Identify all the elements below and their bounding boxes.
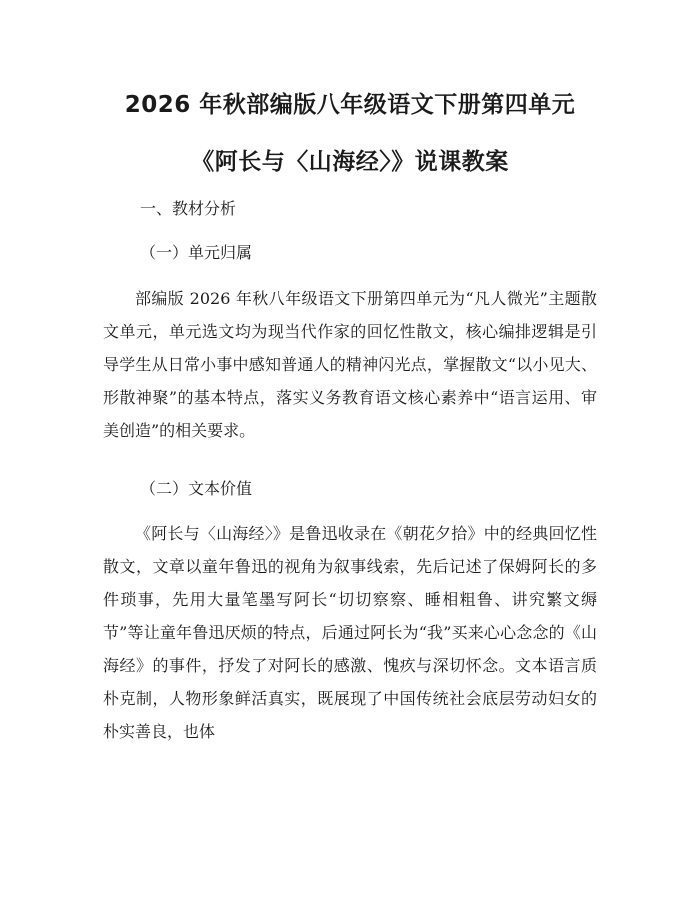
section-heading-textbook-analysis: 一、教材分析 <box>140 199 237 218</box>
document-title-line-1: 2026 年秋部编版八年级语文下册第四单元 <box>124 92 576 118</box>
paragraph-text-value: 《阿长与〈山海经〉》是鲁迅收录在《朝花夕拾》中的经典回忆性散文，文章以童年鲁迅的视角为叙事线索，先后记述了保姆阿长的多件琐事，先用大量笔墨写阿长“切切察察、睡相粗鲁、讲究繁文缛节”等让童年鲁迅厌烦的特点，后通过阿长为“我”买来心心念念的《山海经》的事件，抒发了对阿长的感激、愧疚与深切怀念。文本语言质朴克制，人物形象鲜活真实，既展现了中国传统社会底层劳动妇女的朴实善良，也体 <box>103 524 597 741</box>
document-title-line-2: 《阿长与〈山海经〉》说课教案 <box>191 149 509 175</box>
subsection-heading-text-value: （二）文本价值 <box>140 479 253 498</box>
subsection-heading-unit-placement: （一）单元归属 <box>140 243 253 262</box>
paragraph-unit-placement: 部编版 2026 年秋八年级语文下册第四单元为“凡人微光”主题散文单元，单元选文均为现当代作家的回忆性散文，核心编排逻辑是引导学生从日常小事中感知普通人的精神闪光点，掌握散文“以小见大、形散神聚”的基本特点，落实义务教育语文核心素养中“语言运用、审美创造”的相关要求。 <box>103 289 597 440</box>
